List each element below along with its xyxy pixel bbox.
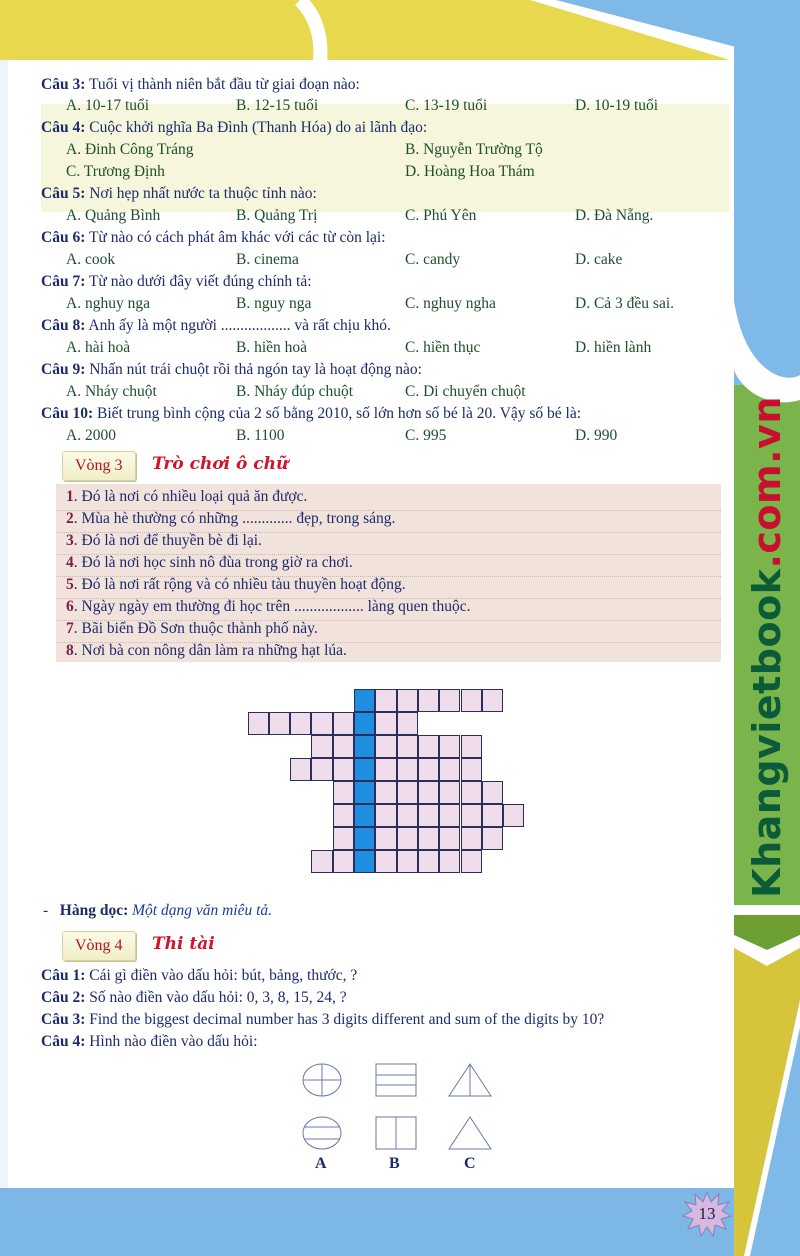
crossword-cell[interactable] bbox=[418, 804, 439, 827]
crossword-cell[interactable] bbox=[461, 827, 482, 850]
triangle-icon bbox=[449, 1117, 491, 1149]
crossword-cell[interactable] bbox=[375, 689, 396, 712]
shape-label-a: A bbox=[315, 1155, 327, 1172]
crossword-cell[interactable] bbox=[482, 689, 503, 712]
crossword-key-cell[interactable] bbox=[354, 689, 375, 712]
crossword-key-cell[interactable] bbox=[354, 758, 375, 781]
question-10: Câu 10: Biết trung bình cộng của 2 số bằng 2010, số lớn hơn số bé là 20. Vậy số bé là: bbox=[41, 405, 582, 422]
vong4-question-4: Câu 4: Hình nào điền vào dấu hỏi: bbox=[41, 1033, 258, 1050]
crossword-cell[interactable] bbox=[269, 712, 290, 735]
crossword-cell[interactable] bbox=[397, 758, 418, 781]
crossword-cell[interactable] bbox=[482, 781, 503, 804]
crossword-cell[interactable] bbox=[248, 712, 269, 735]
question-5: Câu 5: Nơi hẹp nhất nước ta thuộc tỉnh nào: bbox=[41, 185, 317, 202]
crossword-key-cell[interactable] bbox=[354, 735, 375, 758]
crossword-cell[interactable] bbox=[418, 781, 439, 804]
clue-6: 6. Ngày ngày em thường đi học trên .................. làng quen thuộc. bbox=[66, 598, 471, 615]
q8-option-a[interactable]: A. hài hoà bbox=[66, 339, 131, 356]
crossword-cell[interactable] bbox=[482, 827, 503, 850]
crossword-key-cell[interactable] bbox=[354, 781, 375, 804]
crossword-cell[interactable] bbox=[418, 850, 439, 873]
circle-stripes-icon bbox=[303, 1117, 341, 1149]
shape-label-c: C bbox=[464, 1155, 476, 1172]
clue-8: 8. Nơi bà con nông dân làm ra những hạt lúa. bbox=[66, 642, 347, 659]
crossword-cell[interactable] bbox=[397, 804, 418, 827]
crossword-cell[interactable] bbox=[439, 850, 460, 873]
q9-option-b[interactable]: B. Nháy đúp chuột bbox=[236, 383, 354, 400]
crossword-cell[interactable] bbox=[397, 827, 418, 850]
publisher-watermark: Khangvietbook.com.vn bbox=[745, 396, 789, 898]
q8-option-b[interactable]: B. hiền hoà bbox=[236, 339, 308, 356]
crossword-cell[interactable] bbox=[461, 735, 482, 758]
crossword-cell[interactable] bbox=[375, 735, 396, 758]
square-stripes-icon bbox=[376, 1064, 416, 1096]
q6-option-b[interactable]: B. cinema bbox=[236, 251, 299, 268]
crossword-cell[interactable] bbox=[418, 689, 439, 712]
crossword-cell[interactable] bbox=[290, 758, 311, 781]
crossword-cell[interactable] bbox=[503, 804, 524, 827]
crossword-key-cell[interactable] bbox=[354, 827, 375, 850]
clue-3: 3. Đó là nơi để thuyền bè đi lại. bbox=[66, 532, 262, 549]
crossword-cell[interactable] bbox=[290, 712, 311, 735]
q4-option-b[interactable]: B. Nguyễn Trường Tộ bbox=[405, 141, 543, 158]
vong3-tag: Vòng 3 bbox=[62, 451, 136, 481]
crossword-cell[interactable] bbox=[375, 712, 396, 735]
crossword-cell[interactable] bbox=[418, 735, 439, 758]
q4-option-a[interactable]: A. Đinh Công Tráng bbox=[66, 141, 194, 158]
crossword-cell[interactable] bbox=[439, 804, 460, 827]
question-6: Câu 6: Từ nào có cách phát âm khác với các từ còn lại: bbox=[41, 229, 386, 246]
q4-option-d[interactable]: D. Hoàng Hoa Thám bbox=[405, 163, 535, 180]
crossword-cell[interactable] bbox=[439, 758, 460, 781]
q8-option-c[interactable]: C. hiền thục bbox=[405, 339, 481, 356]
q10-option-a[interactable]: A. 2000 bbox=[66, 427, 116, 444]
shape-options-figure bbox=[290, 1058, 510, 1158]
q4-option-c[interactable]: C. Trương Định bbox=[66, 163, 165, 180]
corner-yellow-wedge bbox=[600, 1100, 740, 1200]
q7-option-c[interactable]: C. nghuy ngha bbox=[405, 295, 496, 312]
crossword-cell[interactable] bbox=[482, 804, 503, 827]
crossword-cell[interactable] bbox=[418, 758, 439, 781]
q6-option-a[interactable]: A. cook bbox=[66, 251, 116, 268]
crossword-cell[interactable] bbox=[311, 758, 332, 781]
vong4-tag: Vòng 4 bbox=[62, 931, 136, 961]
vong4-question-1: Câu 1: Cái gì điền vào dấu hỏi: bút, bảng, thước, ? bbox=[41, 967, 358, 984]
crossword-cell[interactable] bbox=[418, 827, 439, 850]
vong4-title: Thi tài bbox=[152, 934, 215, 954]
question-9: Câu 9: Nhấn nút trái chuột rồi thả ngón tay là hoạt động nào: bbox=[41, 361, 422, 378]
page-number: 13 bbox=[698, 1204, 716, 1223]
crossword-cell[interactable] bbox=[397, 689, 418, 712]
right-side-band bbox=[734, 0, 800, 1256]
crossword-cell[interactable] bbox=[397, 735, 418, 758]
crossword-cell[interactable] bbox=[333, 712, 354, 735]
clue-2: 2. Mùa hè thường có những ............. đẹp, trong sáng. bbox=[66, 510, 396, 527]
crossword-cell[interactable] bbox=[461, 758, 482, 781]
crossword-cell[interactable] bbox=[439, 781, 460, 804]
clue-7: 7. Bãi biển Đồ Sơn thuộc thành phố này. bbox=[66, 620, 318, 637]
q3-option-a[interactable]: A. 10-17 tuổi bbox=[66, 97, 150, 114]
question-7: Câu 7: Từ nào dưới đây viết đúng chính tả: bbox=[41, 273, 312, 290]
crossword-key-cell[interactable] bbox=[354, 850, 375, 873]
q5-option-a[interactable]: A. Quảng Bình bbox=[66, 207, 161, 224]
q10-option-d[interactable]: D. 990 bbox=[575, 427, 618, 444]
crossword-key-cell[interactable] bbox=[354, 804, 375, 827]
crossword-cell[interactable] bbox=[311, 735, 332, 758]
crossword-cell[interactable] bbox=[375, 758, 396, 781]
q9-option-c[interactable]: C. Di chuyển chuột bbox=[405, 383, 526, 400]
q3-option-d[interactable]: D. 10-19 tuổi bbox=[575, 97, 659, 114]
shape-label-b: B bbox=[389, 1155, 400, 1172]
crossword-cell[interactable] bbox=[461, 689, 482, 712]
clue-4: 4. Đó là nơi học sinh nô đùa trong giờ ra chơi. bbox=[66, 554, 353, 571]
question-4: Câu 4: Cuộc khởi nghĩa Ba Đình (Thanh Hóa) do ai lãnh đạo: bbox=[41, 119, 428, 136]
vong3-title: Trò chơi ô chữ bbox=[152, 454, 289, 474]
q5-option-d[interactable]: D. Đà Nẵng. bbox=[575, 207, 654, 224]
question-8: Câu 8: Anh ấy là một người .................. và rất chịu khó. bbox=[41, 317, 391, 334]
crossword-cell[interactable] bbox=[333, 804, 354, 827]
q6-option-c[interactable]: C. candy bbox=[405, 251, 461, 268]
crossword-cell[interactable] bbox=[333, 850, 354, 873]
q7-option-b[interactable]: B. nguy nga bbox=[236, 295, 312, 312]
q7-option-a[interactable]: A. nghuy nga bbox=[66, 295, 150, 312]
crossword-cell[interactable] bbox=[375, 804, 396, 827]
crossword-cell[interactable] bbox=[375, 781, 396, 804]
crossword-cell[interactable] bbox=[375, 827, 396, 850]
vong4-question-3: Câu 3: Find the biggest decimal number has 3 digits different and sum of the digits by 10? bbox=[41, 1011, 605, 1028]
q10-option-b[interactable]: B. 1100 bbox=[236, 427, 285, 444]
crossword-cell[interactable] bbox=[333, 827, 354, 850]
vertical-clue: - Hàng dọc: Một dạng văn miêu tả. bbox=[43, 902, 273, 919]
q10-option-c[interactable]: C. 995 bbox=[405, 427, 447, 444]
crossword-cell[interactable] bbox=[439, 689, 460, 712]
crossword-cell[interactable] bbox=[461, 804, 482, 827]
q6-option-d[interactable]: D. cake bbox=[575, 251, 623, 268]
crossword-cell[interactable] bbox=[333, 758, 354, 781]
crossword-cell[interactable] bbox=[333, 735, 354, 758]
vong4-question-2: Câu 2: Số nào điền vào dấu hỏi: 0, 3, 8, 15, 24, ? bbox=[41, 989, 347, 1006]
q9-option-a[interactable]: A. Nháy chuột bbox=[66, 383, 157, 400]
q8-option-d[interactable]: D. hiền lành bbox=[575, 339, 652, 356]
q7-option-d[interactable]: D. Cả 3 đều sai. bbox=[575, 295, 675, 312]
clue-1: 1. Đó là nơi có nhiều loại quả ăn được. bbox=[66, 488, 308, 505]
crossword-cell[interactable] bbox=[439, 827, 460, 850]
crossword-cell[interactable] bbox=[461, 781, 482, 804]
crossword-cell[interactable] bbox=[311, 712, 332, 735]
crossword-cell[interactable] bbox=[333, 781, 354, 804]
crossword-cell[interactable] bbox=[375, 850, 396, 873]
q3-option-c[interactable]: C. 13-19 tuổi bbox=[405, 97, 488, 114]
q5-option-c[interactable]: C. Phú Yên bbox=[405, 207, 477, 224]
q3-option-b[interactable]: B. 12-15 tuổi bbox=[236, 97, 319, 114]
crossword-cell[interactable] bbox=[397, 781, 418, 804]
crossword-cell[interactable] bbox=[311, 850, 332, 873]
question-3: Câu 3: Tuổi vị thành niên bắt đầu từ giai đoạn nào: bbox=[41, 76, 360, 93]
header-decoration bbox=[0, 0, 800, 62]
crossword-cell[interactable] bbox=[461, 850, 482, 873]
crossword-cell[interactable] bbox=[439, 735, 460, 758]
q5-option-b[interactable]: B. Quảng Trị bbox=[236, 207, 318, 224]
clue-5: 5. Đó là nơi rất rộng và có nhiều tàu thuyền hoạt động. bbox=[66, 576, 406, 593]
page-number-badge bbox=[682, 1190, 732, 1238]
crossword-cell[interactable] bbox=[397, 712, 418, 735]
crossword-cell[interactable] bbox=[397, 850, 418, 873]
crossword-key-cell[interactable] bbox=[354, 712, 375, 735]
